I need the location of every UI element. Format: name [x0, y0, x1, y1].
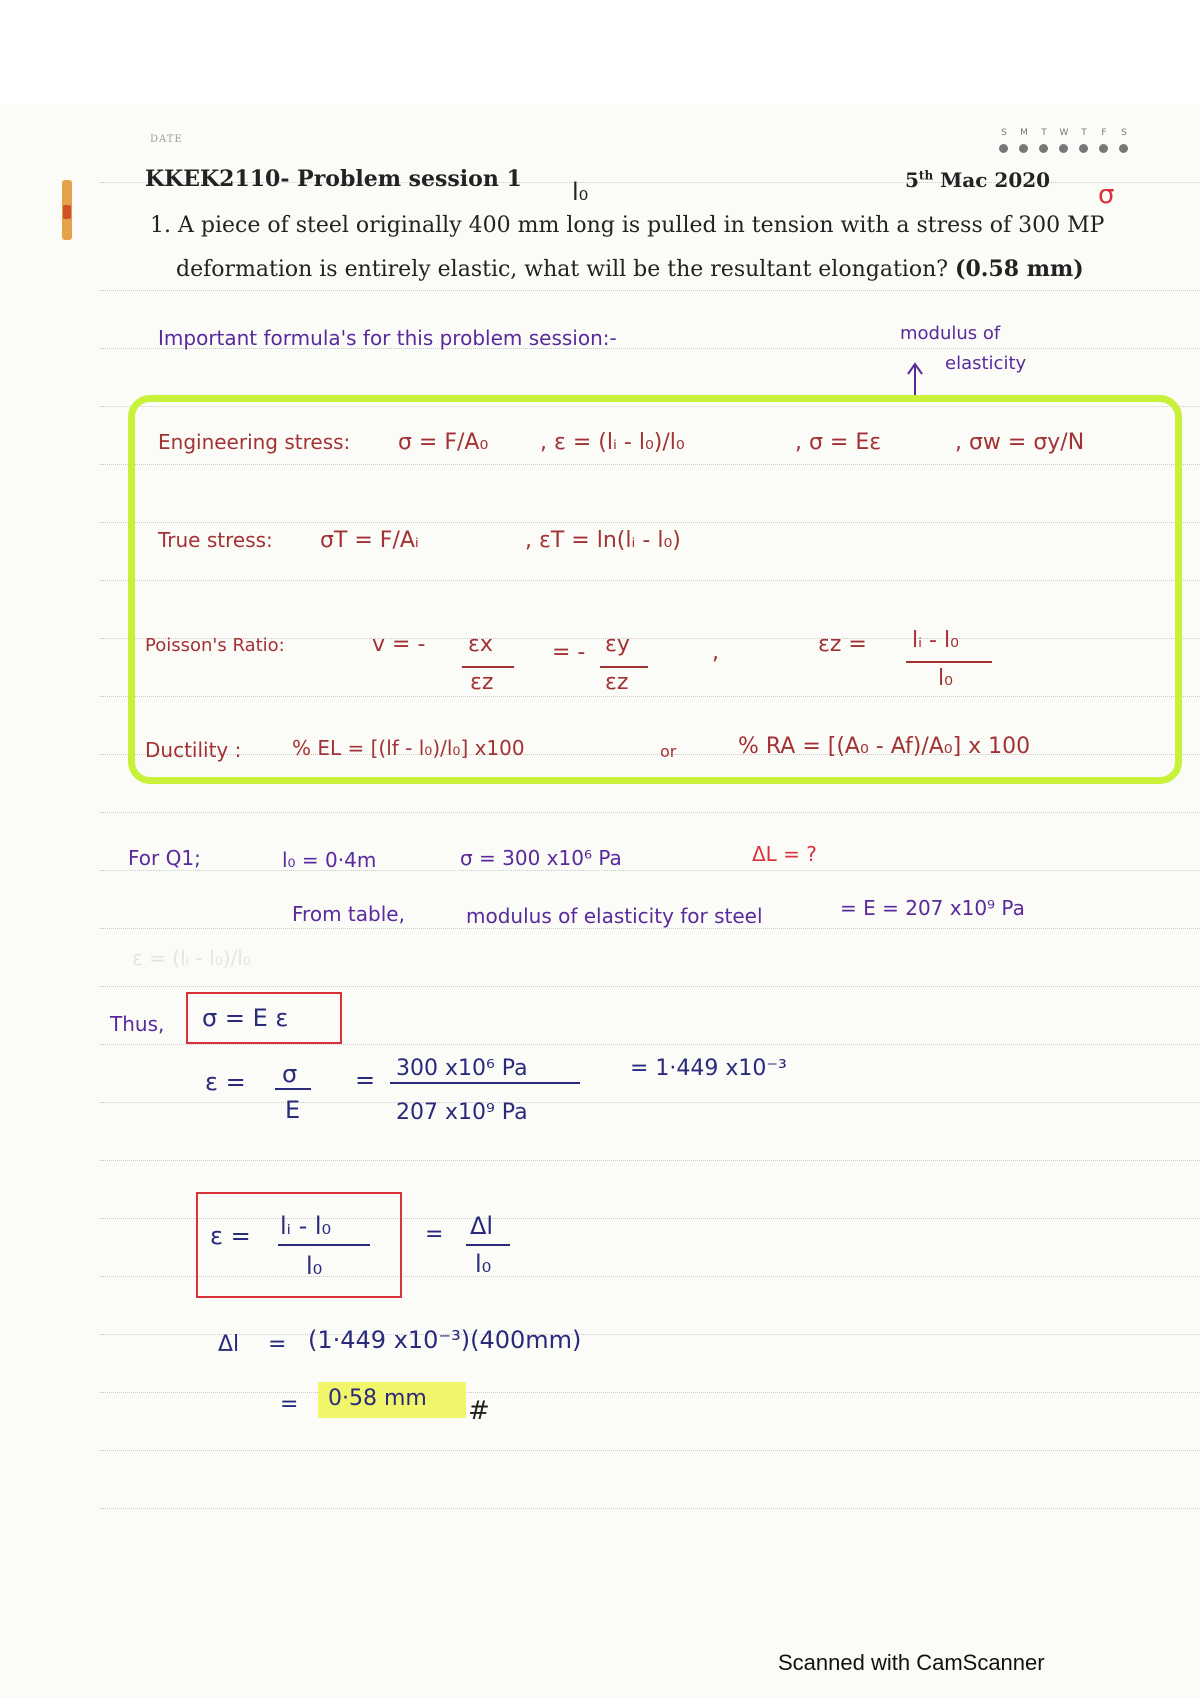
strain-def-denominator: l₀	[306, 1252, 323, 1280]
poisson-denominator-l0: l₀	[938, 666, 953, 691]
weekday-letter: F	[1101, 128, 1107, 138]
hooke-law-eq: , σ = Eε	[795, 430, 882, 455]
weekday-letter: M	[1020, 128, 1028, 138]
answer-mark: #	[468, 1396, 490, 1426]
fraction-bar	[466, 1244, 510, 1246]
unknown-delta-l: ΔL = ?	[752, 842, 817, 866]
delta-l-lhs: Δl	[218, 1332, 240, 1357]
fraction-bar	[278, 1244, 370, 1246]
sigma-note: σ	[1098, 180, 1115, 210]
ruled-line	[100, 290, 1200, 291]
strain-denominator-value: 207 x10⁹ Pa	[396, 1100, 528, 1125]
poisson-label: Poisson's Ratio:	[145, 635, 285, 656]
arrow-up-icon	[905, 360, 925, 400]
final-answer: 0·58 mm	[328, 1386, 427, 1411]
ruled-line	[100, 870, 1200, 871]
ruled-line	[100, 986, 1200, 987]
ruled-line	[100, 928, 1200, 929]
weekday-dot	[999, 144, 1008, 153]
poisson-denominator-z: εz	[470, 670, 494, 695]
ruled-line	[100, 1334, 1200, 1335]
ruled-line	[100, 812, 1200, 813]
working-stress-eq: , σw = σy/N	[955, 430, 1085, 455]
delta-l-expression: (1·449 x10⁻³)(400mm)	[308, 1326, 582, 1354]
poisson-mid-eq: = -	[552, 640, 586, 665]
strain-def-numerator: lᵢ - l₀	[280, 1212, 332, 1240]
session-title: KKEK2110- Problem session 1	[145, 166, 522, 192]
weekday-selector	[998, 128, 1138, 168]
faint-bleedthrough-text: ε = (lᵢ - l₀)/l₀	[132, 946, 251, 970]
weekday-letter: T	[1041, 128, 1047, 138]
weekday-dot	[1119, 144, 1128, 153]
fraction-bar	[390, 1082, 580, 1084]
question-1-line-1: 1. A piece of steel originally 400 mm long is pulled in tension with a stress of 300 MP	[150, 213, 1105, 238]
true-strain-eq: , εT = ln(lᵢ - l₀)	[525, 528, 681, 553]
poisson-ez: εz =	[818, 632, 867, 657]
weekday-dot	[1019, 144, 1028, 153]
strain-numerator-symbol: σ	[282, 1060, 298, 1088]
modulus-value: = E = 207 x10⁹ Pa	[840, 896, 1025, 920]
strain-result: = 1·449 x10⁻³	[630, 1056, 787, 1081]
poisson-numerator-y: εy	[605, 632, 630, 657]
strain-eq: =	[355, 1066, 376, 1094]
strain-def-lhs: ε =	[210, 1222, 251, 1250]
ductility-el-eq: % EL = [(lf - l₀)/l₀] x100	[292, 736, 525, 760]
poisson-denominator-z2: εz	[605, 670, 629, 695]
question-1-text: deformation is entirely elastic, what will be the resultant elongation?	[176, 257, 949, 282]
weekday-letter: S	[1121, 128, 1127, 138]
strain-def-numerator-delta: Δl	[470, 1212, 494, 1240]
engineering-strain-eq: , ε = (lᵢ - l₀)/l₀	[540, 430, 685, 455]
ruled-line	[100, 1102, 1200, 1103]
poisson-numerator-x: εx	[468, 632, 493, 657]
given-stress: σ = 300 x10⁶ Pa	[460, 846, 622, 870]
strain-def-denominator-l0: l₀	[475, 1250, 492, 1278]
ductility-or: or	[660, 742, 677, 761]
question-1-line-2	[176, 256, 1084, 282]
ductility-ra-eq: % RA = [(A₀ - Af)/A₀] x 100	[738, 734, 1031, 759]
modulus-note-2: elasticity	[945, 353, 1027, 374]
date-day: 5	[905, 168, 919, 192]
weekday-letter: T	[1081, 128, 1087, 138]
l0-note: l₀	[572, 178, 589, 206]
date-rest: Mac 2020	[933, 168, 1051, 192]
weekday-letter: W	[1059, 128, 1069, 138]
strain-denominator-symbol: E	[285, 1096, 301, 1124]
margin-tab-mark	[63, 205, 71, 219]
ruled-line	[100, 1392, 1200, 1393]
poisson-comma: ,	[712, 640, 719, 665]
strain-numerator-value: 300 x10⁶ Pa	[396, 1056, 528, 1081]
ruled-line	[100, 1160, 1200, 1161]
fraction-bar	[462, 666, 514, 668]
fraction-bar	[906, 661, 992, 663]
modulus-text: modulus of elasticity for steel	[466, 904, 763, 928]
fraction-bar	[275, 1088, 311, 1090]
strain-lhs: ε =	[205, 1068, 246, 1096]
delta-l-eq: =	[268, 1332, 287, 1357]
weekday-dot	[1099, 144, 1108, 153]
true-stress-label: True stress:	[158, 528, 273, 552]
date-suffix: th	[918, 168, 934, 183]
ductility-label: Ductility :	[145, 738, 242, 762]
ruled-line	[100, 1044, 1200, 1045]
true-stress-eq: σT = F/Aᵢ	[320, 528, 419, 553]
date-label: DATE	[150, 134, 183, 145]
fraction-bar	[600, 666, 648, 668]
formula-heading: Important formula's for this problem session:-	[158, 326, 617, 350]
engineering-stress-label: Engineering stress:	[158, 430, 351, 454]
session-date	[905, 168, 1050, 192]
scanner-watermark: Scanned with CamScanner	[778, 1650, 1045, 1675]
for-q1-label: For Q1;	[128, 846, 201, 870]
page-top-margin	[0, 0, 1200, 105]
modulus-note-1: modulus of	[900, 323, 1001, 344]
given-l0: l₀ = 0·4m	[282, 848, 377, 872]
hooke-law: σ = E ε	[202, 1004, 289, 1032]
ruled-line	[100, 1508, 1200, 1509]
weekday-letter: S	[1001, 128, 1007, 138]
question-1-answer: (0.58 mm)	[955, 256, 1084, 282]
strain-def-eq: =	[425, 1222, 444, 1247]
poisson-v: v = -	[372, 632, 426, 657]
ruled-line	[100, 1450, 1200, 1451]
thus-label: Thus,	[110, 1012, 165, 1036]
from-table-label: From table,	[292, 902, 405, 926]
engineering-stress-eq: σ = F/A₀	[398, 430, 489, 455]
weekday-dot	[1039, 144, 1048, 153]
poisson-numerator-l: lᵢ - l₀	[912, 628, 959, 653]
weekday-dot	[1079, 144, 1088, 153]
weekday-dot	[1059, 144, 1068, 153]
delta-l-eq-2: =	[280, 1392, 299, 1417]
